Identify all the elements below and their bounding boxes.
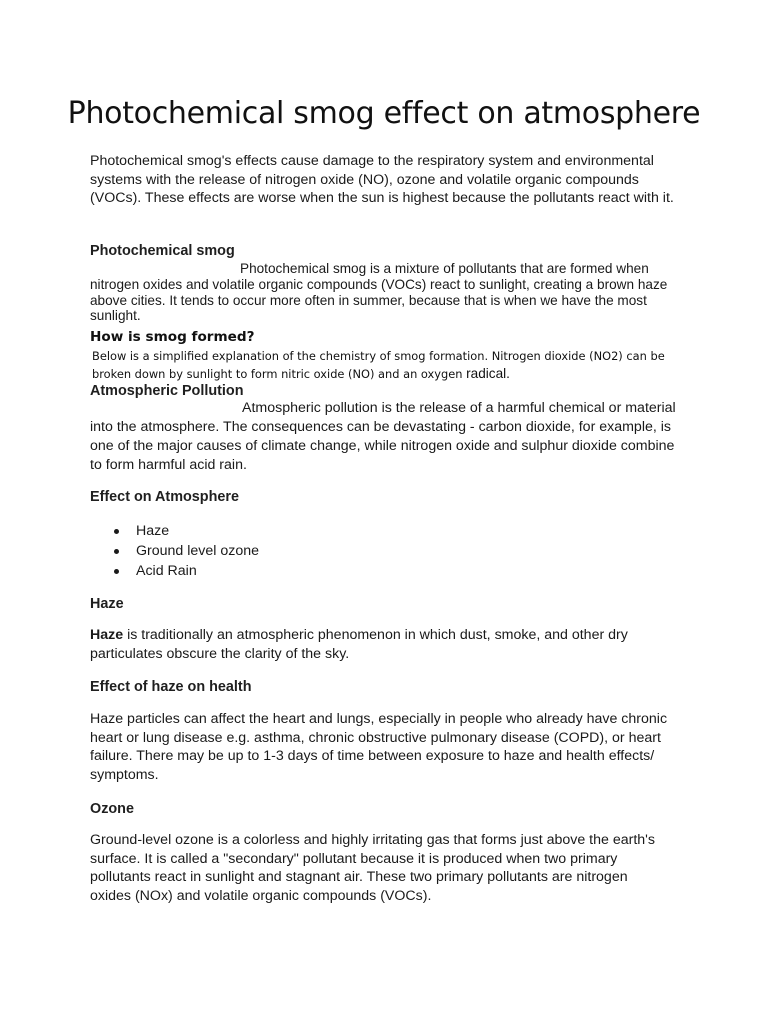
heading-how-smog-formed: How is smog formed? xyxy=(90,329,255,345)
list-item xyxy=(114,561,259,581)
haze-lead-term: Haze xyxy=(90,627,124,643)
bullet-icon xyxy=(114,529,119,534)
smog-formed-paragraph xyxy=(92,347,692,383)
heading-effect-on-atmosphere: Effect on Atmosphere xyxy=(90,489,239,505)
photochemical-smog-text-rest: nitrogen oxides and volatile organic compounds (VOCs) react to sunlight, creating a brown haze above cities. It tends to occur more often in summer, because that is when we have the most sunlight. xyxy=(90,276,668,324)
list-item-text: Acid Rain xyxy=(136,563,197,579)
intro-paragraph: Photochemical smog's effects cause damage to the respiratory system and environmental systems with the release of nitrogen oxide (NO), ozone and volatile organic compounds (VOCs). These effects are worse when the sun is highest because the pollutants react with it. xyxy=(90,153,674,207)
heading-atmospheric-pollution: Atmospheric Pollution xyxy=(90,383,244,399)
atmospheric-pollution-text-first: Atmospheric pollution is the release of a harmful chemical or material xyxy=(242,400,676,416)
haze-health-paragraph: Haze particles can affect the heart and lungs, especially in people who already have chronic heart or lung disease e.g. asthma, chronic obstructive pulmonary disease (COPD), or heart failure. There may be up to 1-3 days of time between exposure to haze and health effects/ symptoms. xyxy=(90,711,668,783)
heading-ozone: Ozone xyxy=(90,801,134,817)
bullet-icon xyxy=(114,569,119,574)
photochemical-smog-text-first: Photochemical smog is a mixture of pollutants that are formed when xyxy=(240,261,649,276)
list-item-text: Ground level ozone xyxy=(136,543,260,559)
bullet-icon xyxy=(114,549,119,554)
list-item xyxy=(114,521,259,541)
heading-haze: Haze xyxy=(90,596,124,612)
atmospheric-pollution-paragraph xyxy=(90,399,686,475)
haze-paragraph xyxy=(90,626,650,663)
heading-haze-health: Effect of haze on health xyxy=(90,679,252,695)
smog-formed-text-tail: radical. xyxy=(466,366,510,381)
photochemical-smog-paragraph xyxy=(90,261,690,324)
heading-photochemical-smog: Photochemical smog xyxy=(90,243,235,259)
page-title: Photochemical smog effect on atmosphere xyxy=(67,96,701,131)
list-item xyxy=(114,541,259,561)
haze-text: is traditionally an atmospheric phenomenon in which dust, smoke, and other dry particulates obscure the clarity of the sky. xyxy=(90,627,628,662)
atmospheric-pollution-text-rest: into the atmosphere. The consequences can be devastating - carbon dioxide, for example, is one of the major causes of climate change, while nitrogen oxide and sulphur dioxide combine to form harmful acid rain. xyxy=(90,419,675,473)
list-item-text: Haze xyxy=(136,523,170,539)
smog-formed-text: Below is a simplified explanation of the chemistry of smog formation. Nitrogen dioxide (NO2) can be broken down by sunlight to form nitric oxide (NO) and an oxygen xyxy=(92,349,665,381)
ozone-paragraph: Ground-level ozone is a colorless and highly irritating gas that forms just above the earth's surface. It is called a "secondary" pollutant because it is produced when two primary pollutants react in sunlight and stagnant air. These two primary pollutants are nitrogen oxides (NOx) and volatile organic compounds (VOCs). xyxy=(90,832,655,904)
effect-list xyxy=(114,521,259,581)
